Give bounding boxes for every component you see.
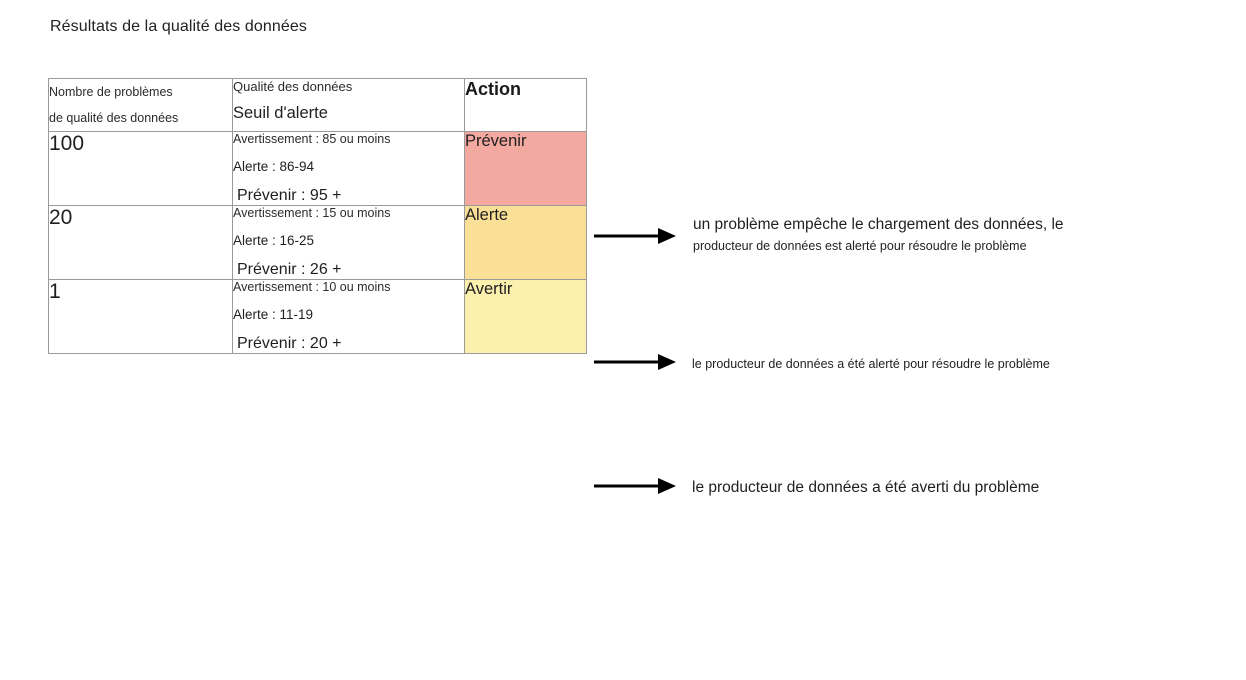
header-issue-count-line2: de qualité des données: [49, 111, 179, 125]
table-row: [49, 280, 587, 354]
cell-threshold: [233, 132, 465, 206]
arrow-right-icon: [592, 474, 678, 498]
note-alert: [692, 354, 1132, 374]
header-cell-action: Action: [465, 79, 587, 132]
threshold-alert-text: Alerte : 16-25: [233, 233, 315, 248]
threshold-warn-text: Avertissement : 15 ou moins: [233, 206, 391, 220]
header-threshold-line2: Seuil d'alerte: [233, 104, 328, 122]
cell-issue-count: 20: [49, 206, 233, 280]
header-threshold-line1: Qualité des données: [233, 79, 353, 94]
data-quality-results-table: [48, 78, 587, 354]
note-warn: [692, 476, 1162, 499]
threshold-prevent-text: Prévenir : 95 +: [237, 187, 342, 204]
cell-issue-count: 1: [49, 280, 233, 354]
cell-threshold: [233, 280, 465, 354]
note-alert-line1: le producteur de données a été alerté pour résoudre le problème: [692, 357, 1050, 371]
threshold-warn-text: Avertissement : 10 ou moins: [233, 280, 391, 294]
note-prevent: [693, 213, 1163, 256]
table-row: [49, 206, 587, 280]
page-title: Résultats de la qualité des données: [50, 18, 308, 35]
table-header-row: [49, 79, 587, 132]
threshold-warn-text: Avertissement : 85 ou moins: [233, 132, 391, 146]
cell-action: Alerte: [465, 206, 587, 280]
note-prevent-line1: un problème empêche le chargement des données, le: [693, 216, 1064, 233]
table-row: [49, 132, 587, 206]
threshold-alert-text: Alerte : 11-19: [233, 307, 314, 322]
cell-action: Avertir: [465, 280, 587, 354]
note-prevent-line2: producteur de données est alerté pour résoudre le problème: [693, 239, 1027, 254]
arrow-right-icon: [592, 224, 678, 248]
threshold-prevent-text: Prévenir : 20 +: [237, 335, 342, 352]
arrow-right-icon: [592, 350, 678, 374]
header-issue-count-line1: Nombre de problèmes: [49, 85, 173, 99]
threshold-alert-text: Alerte : 86-94: [233, 159, 315, 174]
header-cell-issue-count: [49, 79, 233, 132]
cell-threshold: [233, 206, 465, 280]
header-cell-threshold: [233, 79, 465, 132]
cell-issue-count: 100: [49, 132, 233, 206]
cell-action: Prévenir: [465, 132, 587, 206]
note-warn-line1: le producteur de données a été averti du problème: [692, 479, 1040, 496]
threshold-prevent-text: Prévenir : 26 +: [237, 261, 342, 278]
